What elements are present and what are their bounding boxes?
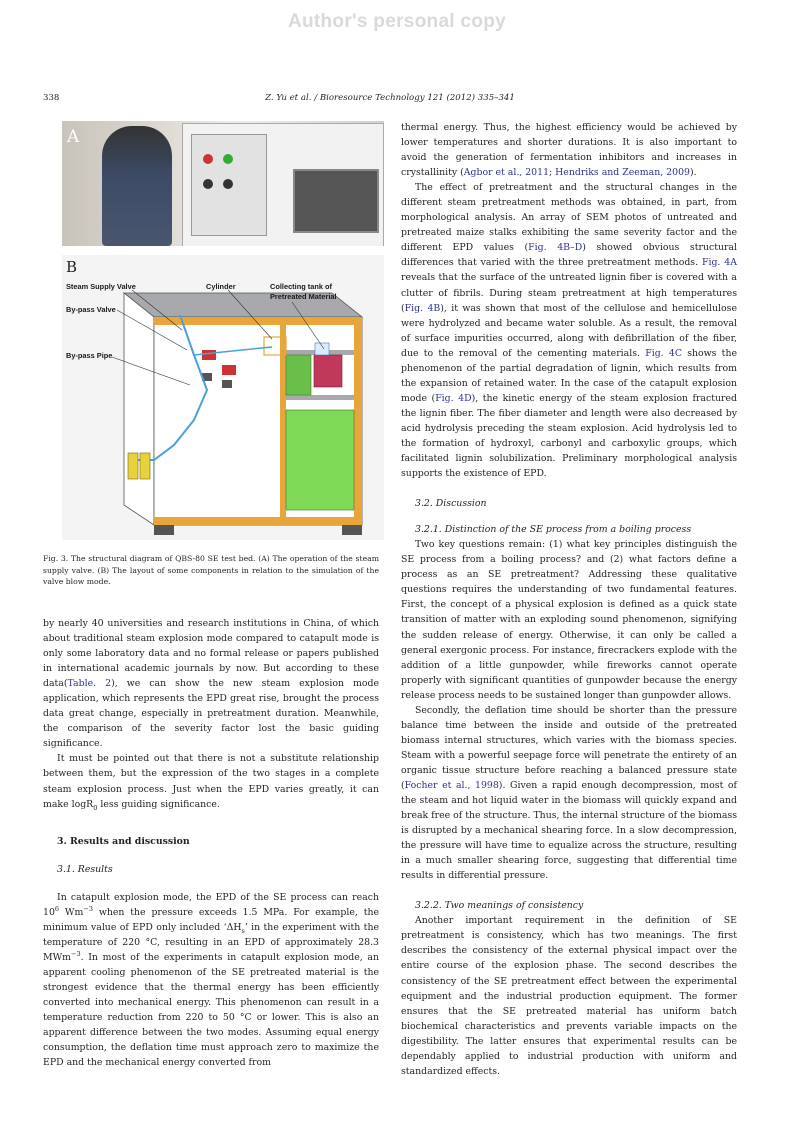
text: ’ in the experiment with the temperature of 220 °C, resulting in an EPD of approximately 28.3 MWm (43, 921, 379, 963)
page-number: 338 (43, 93, 60, 103)
citation-link[interactable]: Hendriks and Zeeman, 2009 (555, 167, 690, 179)
section-heading: 3. Results and discussion (57, 835, 190, 847)
control-button (203, 154, 213, 164)
subscript: s (241, 926, 245, 935)
superscript: −3 (71, 949, 81, 958)
text: ), it was shown that most of the cellulose and hemicellulose were hydrolyzed and became water soluble. As a result, the removal of surface impurities occurred, along with defibrillation of the fiber, due to the removal of the cementing materials. (401, 302, 737, 359)
figure-panel-b-diagram (62, 255, 384, 540)
text: shows the phenomenon of the partial degradation of lignin, which results from the expansion of retained water. In the case of the catapult explosion mode ( (401, 347, 737, 404)
label-collecting-tank-line1: Collecting tank of (270, 282, 333, 291)
text: ), we can show the new steam explosion mode application, which represents the EPD great rise, brought the process data great change, especially in pretreatment duration. Meanwhile, the comparison of the severity factor lost the basic guiding significance. (43, 678, 379, 750)
text: by nearly 40 universities and research institutions in China, of which about traditional steam explosion mode compared to catapult mode is only some laboratory data and no formal release or papers published in international academic journals by now. But according to these data( (43, 618, 379, 690)
paragraph (43, 751, 379, 811)
paragraph (401, 703, 737, 884)
text: ). Given a rapid enough decompression, most of the steam and hot liquid water in the biomass will quickly expand and break free of the structure. Thus, the internal structure of the biomass is disrupted by a mechanical shearing force. In a slow decompression, the pressure will have time to equalize across the structure, resulting in a much smaller shearing force, suggesting that differential time results in differential pressure. (401, 779, 737, 882)
text: ). (689, 167, 697, 179)
text: when the pressure exceeds 1.5 MPa. For example, the minimum value of EPD only included ‘ΔH (43, 906, 380, 933)
label-collecting-tank-line2: Pretreated Material (270, 292, 337, 301)
paragraph (43, 616, 379, 751)
paragraph: Two key questions remain: (1) what key principles distinguish the SE process from a boiling process? and (2) what factors define a process as an SE pretreatment? Addressing these qualitative questions requires the understanding of two fundamental features. First, the concept of a physical explosion is defined as a quick state transition of matter with an exploding sound phenomenon, signifying the sudden release of energy. Otherwise, it can only be called a general exergonic process. For instance, firecrackers explode with the addition of a little gunpowder, while fireworks cannot operate properly with significant quantities of gunpowder because the energy release process needs to be sustained longer than gunpowder allows. (401, 539, 737, 701)
subsubsection-heading: 3.2.2. Two meanings of consistency (415, 900, 584, 912)
author-copy-banner: Author's personal copy (287, 11, 507, 32)
running-head (43, 93, 737, 107)
text: reveals that the surface of the untreated lignin fiber is covered with a clutter of fibrils. During steam pretreatment at high temperatures ( (401, 272, 737, 314)
text: Secondly, the deflation time should be shorter than the pressure balance time between the inside and outside of the pretreated biomass internal structures, which varies with the biomass species. Steam with a powerful seepage force will penetrate the entirety of an organic tissue structure before reaching a balanced pressure state ( (401, 704, 737, 791)
paragraph (401, 180, 737, 481)
cabinet-window (293, 169, 379, 233)
figure-link[interactable]: Fig. 4B–D (528, 242, 583, 254)
subsection-heading: 3.2. Discussion (415, 498, 487, 510)
panel-a-label: A (67, 127, 80, 147)
control-button (223, 179, 233, 189)
text: ) showed obvious structural differences that varied with the three pretreatment methods. (401, 242, 737, 269)
text: less guiding significance. (97, 798, 220, 810)
control-button (223, 154, 233, 164)
paragraph (43, 890, 379, 1071)
journal-citation: Z. Yu et al. / Bioresource Technology 121 (2012) 335–341 (265, 93, 515, 103)
operator (102, 126, 172, 246)
label-bypass-pipe: By-pass Pipe (66, 351, 113, 360)
label-cylinder: Cylinder (206, 282, 236, 291)
left-column (43, 616, 379, 1070)
label-bypass-valve: By-pass Valve (66, 305, 116, 314)
superscript: −3 (83, 904, 93, 913)
text: It must be pointed out that there is not a substitute relationship between them, but the expression of the two stages in a complete steam explosion process. Just when the EPD varies greatly, it can make logR (43, 753, 379, 810)
figure-link[interactable]: Fig. 4D (435, 392, 472, 404)
citation-link[interactable]: Agbor et al., 2011 (463, 167, 550, 179)
figure-caption: Fig. 3. The structural diagram of QBS-80 SE test bed. (A) The operation of the steam supply valve. (B) The layout of some components in relation to the simulation of the valve blow mode. (43, 554, 379, 587)
subsection-heading: 3.1. Results (57, 863, 113, 875)
text: In catapult explosion mode, the EPD of the SE process can reach 10 (43, 891, 379, 918)
text: ; (549, 167, 556, 179)
paragraph (401, 120, 737, 180)
text: The effect of pretreatment and the structural changes in the different steam pretreatment methods was obtained, in part, from morphological analysis. An array of SEM photos of untreated and pretreated maize stalks exhibiting the same severity factor and the different EPD values ( (401, 182, 737, 254)
text: ), the kinetic energy of the steam explosion fractured the lignin fiber. The fiber diameter and length were also decreased by acid hydrolysis preceding the steam explosion. Acid hydrolysis led to the formation of hydroxyl, carbonyl and carboxylic groups, which facilitated lignin solubilization. Preliminary morphological analysis supports the existence of EPD. (401, 392, 737, 480)
control-button (203, 179, 213, 189)
text: thermal energy. Thus, the highest efficiency would be achieved by lower temperatures and shorter durations. It is also important to avoid the generation of fermentation inhibitors and increases in crystallinity ( (401, 122, 737, 179)
figure-link[interactable]: Fig. 4A (701, 257, 737, 269)
superscript: 6 (54, 904, 60, 913)
panel-b-label: B (66, 258, 78, 276)
citation-link[interactable]: Focher et al., 1998 (404, 779, 499, 791)
figure-link[interactable]: Fig. 4B (404, 302, 441, 314)
paragraph: Another important requirement in the definition of SE pretreatment is consistency, which has two meanings. The first describes the consistency of the external physical impact over the entire course of the explosion phase. The second describes the consistency of the SE pretreatment effect between the experimental equipment and the industrial production equipment. The former ensures that the SE pretreated material has uniform batch biochemical characteristics and prevents variable impacts on the digestibility. The latter ensures that experimental results can be dependably applied to industrial production with uniform and standardized effects. (401, 915, 737, 1077)
text: Wm (59, 906, 84, 918)
figure-panel-a-photo (62, 121, 384, 246)
subsubsection-heading: 3.2.1. Distinction of the SE process from a boiling process (415, 524, 692, 536)
subscript: 0 (93, 803, 98, 812)
test-bed-cabinet (182, 123, 384, 246)
right-column (401, 120, 737, 1079)
label-steam-supply-valve: Steam Supply Valve (66, 282, 136, 291)
text: . In most of the experiments in catapult explosion mode, an apparent cooling phenomenon of the SE pretreated material is the strongest evidence that the thermal energy has been efficiently converted into mechanical energy. This phenomenon can result in a temperature reduction from 220 to 50 °C or lower. This is also an apparent difference between the two modes. Assuming equal energy consumption, the deflation time must approach zero to maximize the EPD and the mechanical energy converted from (43, 951, 379, 1069)
table-link[interactable]: Table. 2 (67, 678, 112, 690)
figure-link[interactable]: Fig. 4C (645, 347, 682, 359)
